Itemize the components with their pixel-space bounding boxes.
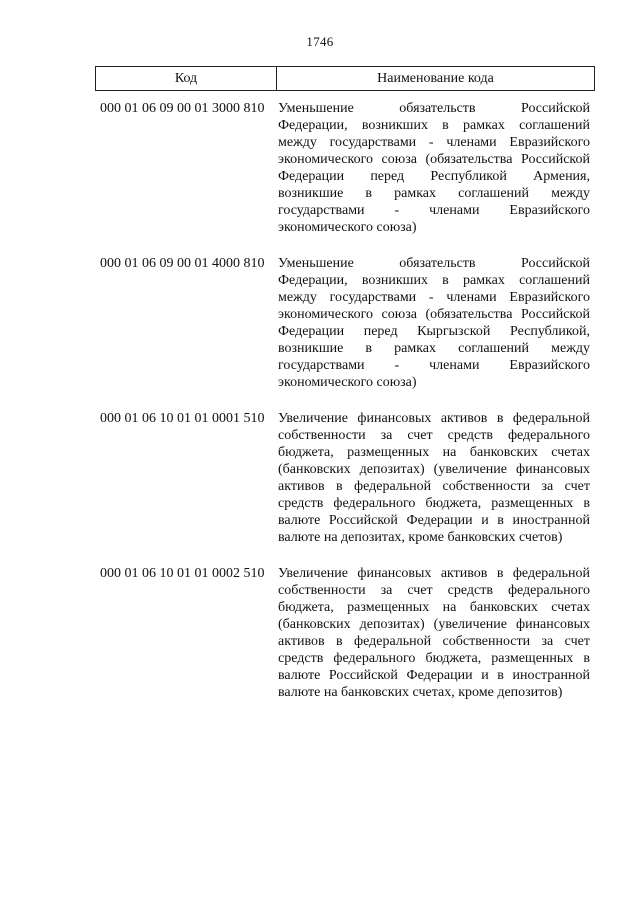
description-line: собственности за счет средств федерального — [278, 583, 590, 598]
description-line: Федерации, возникших в рамках соглашений — [278, 273, 590, 288]
description-line: валюте на депозитах, кроме банковских счетов) — [278, 530, 563, 545]
description-line: Федерации перед Кыргызской Республикой, — [278, 324, 590, 339]
description-line: государствами - членами Евразийского — [278, 203, 590, 218]
description-line: (банковских депозитах) (увеличение финансовых — [278, 617, 590, 632]
header-name: Наименование кода — [377, 70, 494, 86]
description-line: Федерации перед Республикой Армения, — [278, 169, 590, 184]
description-line: Федерации, возникших в рамках соглашений — [278, 118, 590, 133]
description-line: собственности за счет средств федерального — [278, 428, 590, 443]
description-line: между государствами - членами Евразийского — [278, 290, 590, 305]
description-line: средств федерального бюджета, размещенных в — [278, 496, 590, 511]
row-description — [278, 565, 590, 701]
description-line: бюджета, размещенных на банковских счетах — [278, 600, 590, 615]
table-row — [100, 255, 595, 391]
row-code: 000 01 06 10 01 01 0002 510 — [100, 566, 265, 581]
description-line: средств федерального бюджета, размещенных в — [278, 651, 590, 666]
description-line: бюджета, размещенных на банковских счетах — [278, 445, 590, 460]
table-row — [100, 410, 595, 546]
description-line: валюте Российской Федерации и в иностранной — [278, 668, 590, 683]
row-code: 000 01 06 09 00 01 4000 810 — [100, 256, 265, 271]
description-line: экономического союза (обязательства Российской — [278, 307, 590, 322]
description-line: (банковских депозитах) (увеличение финансовых — [278, 462, 590, 477]
description-line: Уменьшение обязательств Российской — [278, 101, 590, 116]
row-description — [278, 410, 590, 546]
description-line: государствами - членами Евразийского — [278, 358, 590, 373]
description-line: активов в федеральной собственности за счет — [278, 634, 590, 649]
table-row — [100, 100, 595, 236]
description-line: возникшие в рамках соглашений между — [278, 186, 590, 201]
row-code: 000 01 06 09 00 01 3000 810 — [100, 101, 265, 116]
description-line: возникшие в рамках соглашений между — [278, 341, 590, 356]
description-line: Уменьшение обязательств Российской — [278, 256, 590, 271]
description-line: между государствами - членами Евразийского — [278, 135, 590, 150]
table-row — [100, 565, 595, 701]
description-line: валюте на банковских счетах, кроме депозитов) — [278, 685, 563, 700]
row-description — [278, 255, 590, 391]
description-line: экономического союза) — [278, 375, 417, 390]
page-number: 1746 — [306, 34, 334, 49]
description-line: активов в федеральной собственности за счет — [278, 479, 590, 494]
description-line: валюте Российской Федерации и в иностранной — [278, 513, 590, 528]
row-code: 000 01 06 10 01 01 0001 510 — [100, 411, 265, 426]
table-body — [100, 100, 595, 720]
description-line: экономического союза (обязательства Российской — [278, 152, 590, 167]
header-code: Код — [96, 67, 277, 90]
row-description — [278, 100, 590, 236]
description-line: Увеличение финансовых активов в федеральной — [278, 566, 590, 581]
table-header — [95, 66, 595, 91]
description-line: экономического союза) — [278, 220, 417, 235]
description-line: Увеличение финансовых активов в федеральной — [278, 411, 590, 426]
